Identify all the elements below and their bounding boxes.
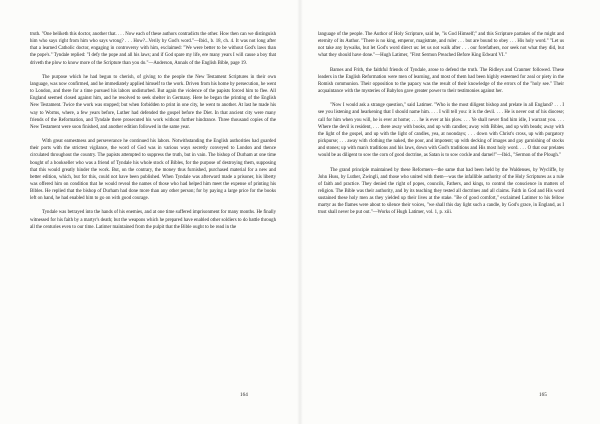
- page-number-left: 164: [240, 392, 248, 398]
- paragraph: The purpose which he had begun to cherish, of giving to the people the New Testament Scriptures in their own language, was now confirmed, and he immediately applied himself to the work. Driven from his home by persecution, he went to London, and there for a time pursued his labors undisturbed. But again the violence of the papists forced him to flee. All England seemed closed against him, and he resolved to seek shelter in Germany. Here he began the printing of the English New Testament. Twice the work was stopped; but when forbidden to print in one city, he went to another. At last he made his way to Worms, where, a few years before, Luther had defended the gospel before the Diet. In that ancient city were many friends of the Reformation, and Tyndale there prosecuted his work without further hindrance. Three thousand copies of the New Testament were soon finished, and another edition followed in the same year.: [30, 74, 276, 130]
- paragraph: language of the people. The Author of Holy Scripture, said he, "is God Himself;" and this Scripture partakes of the might and eternity of its Author. "There is no king, emperor, magistrate, and ruler . . . but are bound to obey . . . His holy word." "Let us not take any bywalks, but let God's word direct us: let us not walk after . . . our forefathers, nor seek not what they did, but what they should have done."—Hugh Latimer, "First Sermon Preached Before King Edward VI.": [318, 32, 564, 59]
- paragraph: The grand principle maintained by these Reformers—the same that had been held by the Waldenses, by Wycliffe, by John Huss, by Luther, Zwingli, and those who united with them—was the infallible authority of the Holy Scriptures as a rule of faith and practice. They denied the right of popes, councils, Fathers, and kings, to control the conscience in matters of religion. The Bible was their authority, and by its teaching they tested all doctrines and all claims. Faith in God and His word sustained these holy men as they yielded up their lives at the stake. "Be of good comfort," exclaimed Latimer to his fellow martyr as the flames were about to silence their voices, "we shall this day light such a candle, by God's grace, in England, as I trust shall never be put out."—Works of Hugh Latimer, vol. 1, p. xiii.: [318, 167, 564, 216]
- right-page: [318, 31, 564, 403]
- page-number-right: 165: [539, 392, 547, 398]
- book-gutter: [297, 0, 303, 424]
- paragraph: Barnes and Frith, the faithful friends of Tyndale, arose to defend the truth. The Ridleys and Cranmer followed. These leaders in the English Reformation were men of learning, and most of them had been highly esteemed for zeal or piety in the Romish communion. Their opposition to the papacy was the result of their knowledge of the errors of the "holy see." Their acquaintance with the mysteries of Babylon gave greater power to their testimonies against her.: [318, 67, 564, 95]
- paragraph: "Now I would ask a strange question," said Latimer. "Who is the most diligent bishop and prelate in all England? . . . I see you listening and hearkening that I should name him. . . . I will tell you: it is the devil. . . . He is never out of his diocese; call for him when you will, he is ever at home; . . . he is ever at his plow. . . . Ye shall never find him idle, I warrant you. . . . Where the devil is resident, . . . there away with books, and up with candles; away with Bibles, and up with beads; away with the light of the gospel, and up with the light of candles, yea, at noondays; . . . down with Christ's cross, up with purgatory pickpurse; . . . away with clothing the naked, the poor, and impotent; up with decking of images and gay garnishing of stocks and stones; up with man's traditions and his laws, down with God's traditions and His most holy word. . . . O that our prelates would be as diligent to sow the corn of good doctrine, as Satan is to sow cockle and darnel!"—Ibid., "Sermon of the Plough.": [318, 103, 564, 159]
- paragraph: truth. "One beliketh this doctor, another that. . . . Now each of these authors contradicts the other. How then can we distinguish him who says right from him who says wrong? . . . How?...Verily by God's word."—Ibid., b. 18, ch. 4. It was not long after that a learned Catholic doctor, engaging in controversy with him, exclaimed: "We were better to be without God's laws than the pope's." Tyndale replied: "I defy the pope and all his laws; and if God spare my life, ere many years I will cause a boy that driveth the plow to know more of the Scripture than you do."—Anderson, Annals of the English Bible, page 19.: [30, 32, 276, 66]
- paragraph: Tyndale was betrayed into the hands of his enemies, and at one time suffered imprisonment for many months. He finally witnessed for his faith by a martyr's death; but the weapons which he prepared have enabled other soldiers to do battle through all the centuries even to our time. Latimer maintained from the pulpit that the Bible ought to be read in the: [30, 210, 276, 230]
- left-page: [30, 31, 276, 403]
- paragraph: With great earnestness and perseverance he continued his labors. Notwithstanding the English authorities had guarded their ports with the strictest vigilance, the word of God was in various ways secretly conveyed to London and thence circulated throughout the country. The papists attempted to suppress the truth, but in vain. The bishop of Durham at one time bought of a bookseller who was a friend of Tyndale his whole stock of Bibles, for the purpose of destroying them, supposing that this would greatly hinder the work. But, on the contrary, the money thus furnished, purchased material for a new and better edition, which, but for this, could not have been published. When Tyndale was afterward made a prisoner, his liberty was offered him on condition that he would reveal the names of those who had helped him meet the expense of printing his Bibles. He replied that the bishop of Durham had done more than any other person; for by paying a large price for the books left on hand, he had enabled him to go on with good courage.: [30, 139, 276, 202]
